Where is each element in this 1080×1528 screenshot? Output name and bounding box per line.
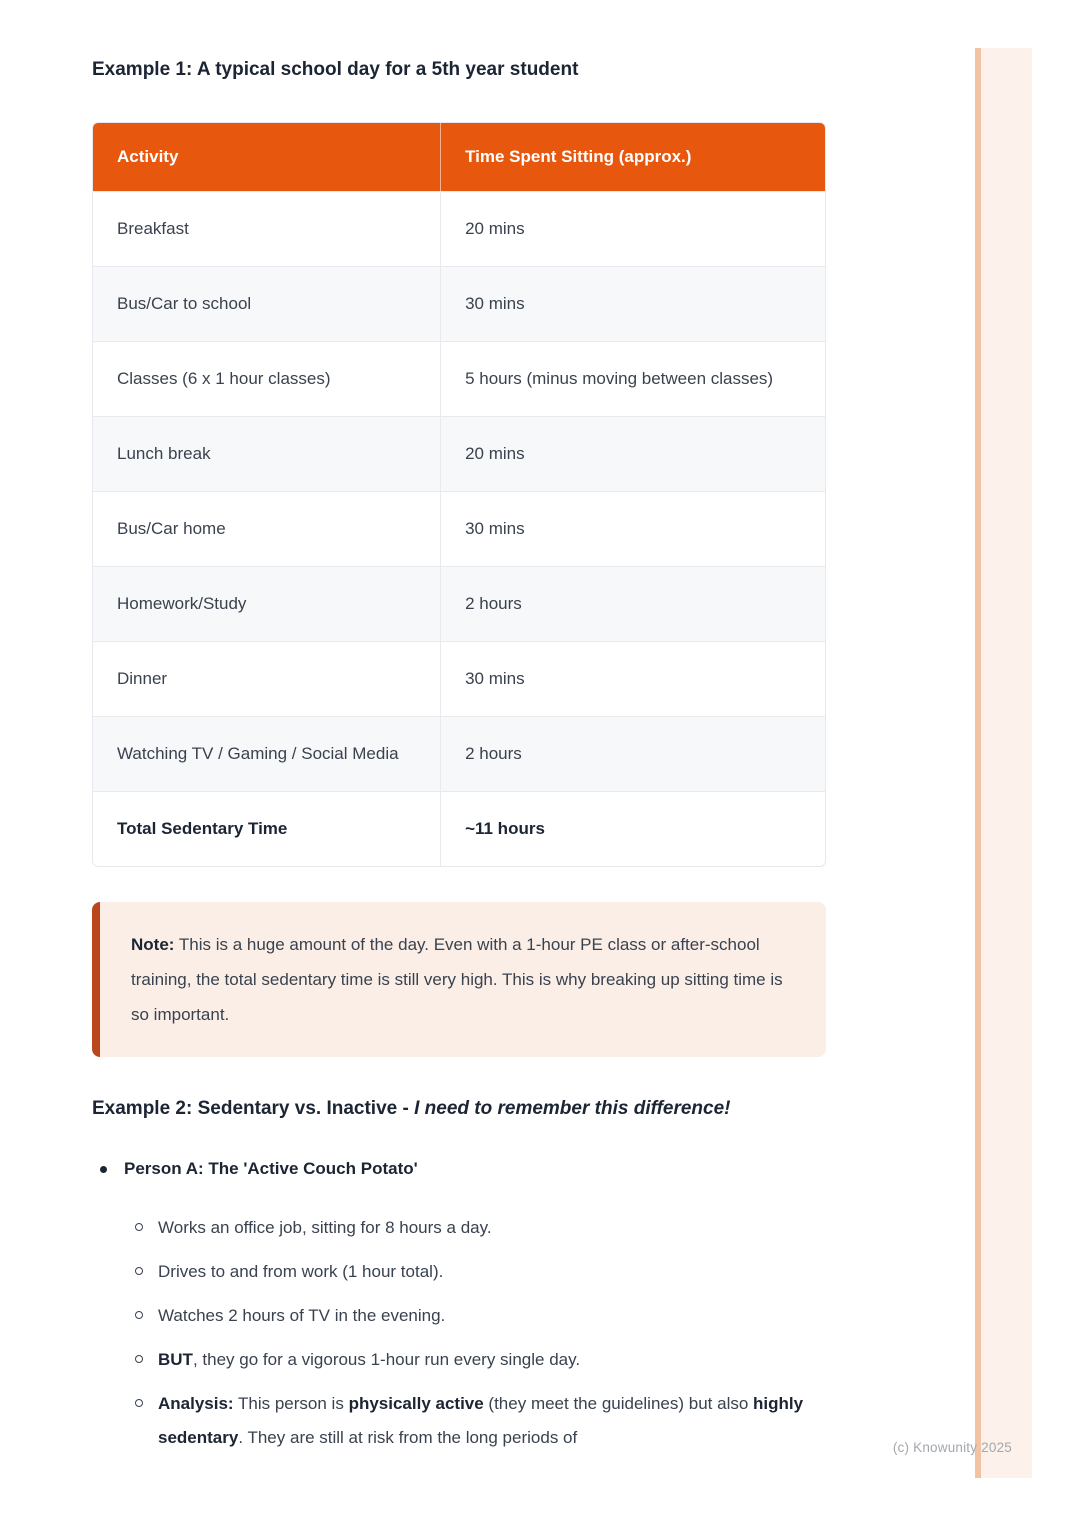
example2-heading-main: Example 2: Sedentary vs. Inactive - [92,1098,415,1119]
analysis-bold: physically active [348,1394,484,1413]
list-item [92,1343,826,1377]
list-item [92,1387,826,1455]
table-cell-activity: Lunch break [93,417,441,491]
list-item-bold: BUT [158,1350,193,1369]
analysis-text: (they meet the guidelines) but also [483,1394,754,1413]
table-cell-time: 2 hours [465,744,522,763]
copyright-watermark: (c) Knowunity 2025 [892,1440,1012,1455]
table-cell-time: 2 hours [465,594,522,613]
list-item-text [158,1387,826,1455]
page-edge-stripe [975,48,1032,1478]
analysis-label: Analysis: [158,1394,234,1413]
table-cell-time: 5 hours (minus moving between classes) [465,369,774,388]
table-row [93,191,825,266]
note-text: This is a huge amount of the day. Even with a 1-hour PE class or after-school training, the total sedentary time is still very high. This is why breaking up sitting time is so important. [131,935,783,1024]
list-item-text: Drives to and from work (1 hour total). [158,1262,444,1281]
person-a-heading: Person A: The 'Active Couch Potato' [124,1159,418,1178]
bullet-circle-icon [135,1311,143,1319]
person-a-item [92,1157,826,1181]
list-item [92,1211,826,1245]
sedentary-time-table [92,122,826,867]
list-item-text [158,1343,826,1377]
table-row [93,641,825,716]
table-cell-time: ~11 hours [465,819,545,838]
example1-heading: Example 1: A typical school day for a 5th year student [92,59,579,80]
table-cell-time: 20 mins [465,444,525,463]
bullet-circle-icon [135,1355,143,1363]
table-cell-activity: Classes (6 x 1 hour classes) [93,342,441,416]
list-item-text: Works an office job, sitting for 8 hours a day. [158,1218,492,1237]
table-row-total [93,791,825,866]
table-row [93,491,825,566]
table-row [93,266,825,341]
analysis-text: . They are still at risk from the long periods of [238,1428,578,1447]
note-label: Note: [131,935,175,954]
table-cell-activity: Dinner [93,642,441,716]
table-row [93,416,825,491]
table-cell-time: 20 mins [465,219,525,238]
table-cell-time: 30 mins [465,294,525,313]
table-cell-activity: Bus/Car to school [93,267,441,341]
table-header-time: Time Spent Sitting (approx.) [465,147,692,166]
table-row [93,341,825,416]
list-item [92,1255,826,1289]
list-item-text: Watches 2 hours of TV in the evening. [158,1306,446,1325]
example2-heading-emphasis: I need to remember this difference! [414,1098,731,1119]
list-item [92,1299,826,1333]
list-item-rest: , they go for a vigorous 1-hour run every single day. [192,1350,581,1369]
analysis-bold: highly sedentary [158,1394,804,1447]
table-cell-activity: Bus/Car home [93,492,441,566]
table-cell-time: 30 mins [465,669,525,688]
person-a-sublist [92,1211,826,1455]
table-row [93,716,825,791]
table-row [93,566,825,641]
analysis-text: This person is [233,1394,349,1413]
bullet-circle-icon [135,1267,143,1275]
table-cell-time: 30 mins [465,519,525,538]
bullet-dot-icon [100,1166,107,1173]
table-cell-activity: Watching TV / Gaming / Social Media [93,717,441,791]
bullet-circle-icon [135,1399,143,1407]
table-cell-activity: Homework/Study [93,567,441,641]
note-callout [92,902,826,1057]
table-cell-activity: Total Sedentary Time [93,792,441,866]
table-header-activity: Activity [93,123,441,191]
table-cell-activity: Breakfast [93,192,441,266]
example2-heading [92,1097,826,1121]
document-page [92,0,826,1465]
table-header-row [93,123,825,191]
bullet-circle-icon [135,1223,143,1231]
